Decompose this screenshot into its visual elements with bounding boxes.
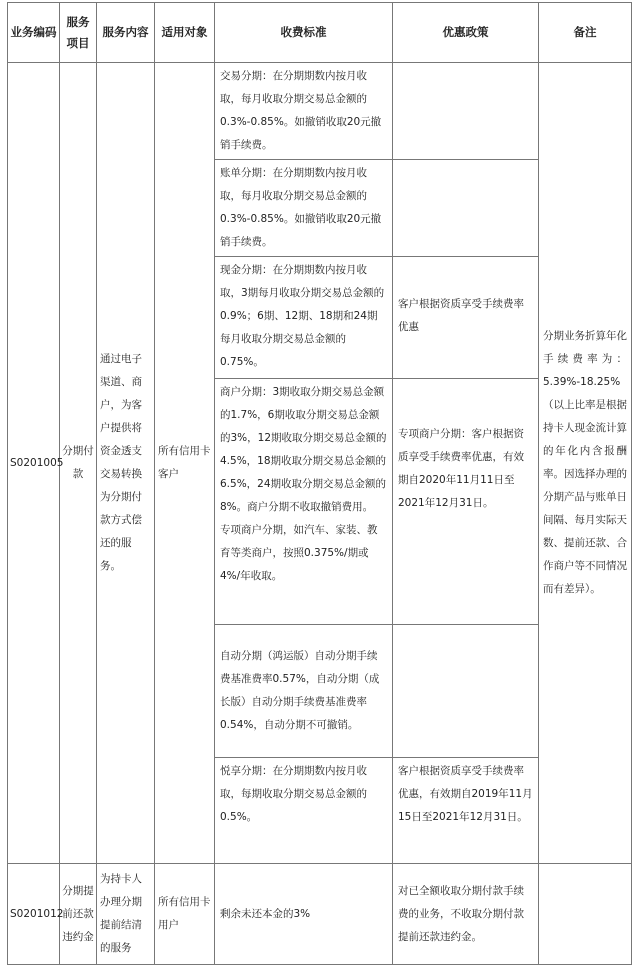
header-standard: 收费标准	[215, 3, 393, 63]
header-item: 服务项目	[60, 3, 97, 63]
header-note: 备注	[539, 3, 632, 63]
policy-cell	[393, 625, 539, 758]
row-code: S0201005	[8, 63, 60, 864]
table-header-row	[8, 3, 632, 63]
row-code: S0201012	[8, 864, 60, 965]
standard-cell: 账单分期：在分期期数内按月收取，每月收取分期交易总金额的0.3%-0.85%。如撤销收取20元撤销手续费。	[215, 160, 393, 257]
table-row	[8, 864, 632, 965]
row-note-empty	[539, 864, 632, 965]
table-row	[8, 63, 632, 160]
header-service: 服务内容	[97, 3, 155, 63]
fee-table	[7, 2, 632, 965]
row-target: 所有信用卡用户	[155, 864, 215, 965]
row-note: 分期业务折算年化手续费率为：5.39%-18.25%（以上比率是根据持卡人现金流计算的年化内含报酬率。因选择办理的分期产品与账单日间隔、每月实际天数、提前还款、合作商户等不同情况而有差异）。	[539, 63, 632, 864]
header-target: 适用对象	[155, 3, 215, 63]
policy-cell: 客户根据资质享受手续费率优惠	[393, 257, 539, 379]
policy-cell	[393, 160, 539, 257]
header-code: 业务编码	[8, 3, 60, 63]
policy-cell: 客户根据资质享受手续费率优惠，有效期自2019年11月15日至2021年12月31日。	[393, 758, 539, 864]
row-item: 分期提前还款违约金	[60, 864, 97, 965]
policy-cell: 专项商户分期：客户根据资质享受手续费率优惠，有效期自2020年11月11日至2021年12月31日。	[393, 379, 539, 625]
row-service: 通过电子渠道、商户，为客户提供将资金透支交易转换为分期付款方式偿还的服务。	[97, 63, 155, 864]
standard-cell: 悦享分期：在分期期数内按月收取，每期收取分期交易总金额的0.5%。	[215, 758, 393, 864]
policy-cell: 对已全额收取分期付款手续费的业务，不收取分期付款提前还款违约金。	[393, 864, 539, 965]
standard-special-merchant: 专项商户分期，如汽车、家装、教育等类商户，按照0.375%/期或4%/年收取。	[220, 524, 378, 582]
row-target: 所有信用卡客户	[155, 63, 215, 864]
standard-cell	[215, 379, 393, 625]
standard-cell: 自动分期（鸿运版）自动分期手续费基准费率0.57%，自动分期（成长版）自动分期手续费基准费率0.54%，自动分期不可撤销。	[215, 625, 393, 758]
standard-merchant: 商户分期：3期收取分期交易总金额的1.7%，6期收取分期交易总金额的3%，12期收取分期交易总金额的4.5%，18期收取分期交易总金额的6.5%，24期收取分期交易总金额的8%。商户分期不收取撤销费用。	[220, 386, 387, 513]
standard-cell: 剩余未还本金的3%	[215, 864, 393, 965]
standard-cell: 现金分期：在分期期数内按月收取，3期每月收取分期交易总金额的0.9%；6期、12期、18期和24期每月收取分期交易总金额的0.75%。	[215, 257, 393, 379]
header-policy: 优惠政策	[393, 3, 539, 63]
row-service: 为持卡人办理分期提前结清的服务	[97, 864, 155, 965]
policy-cell	[393, 63, 539, 160]
standard-cell: 交易分期：在分期期数内按月收取，每月收取分期交易总金额的0.3%-0.85%。如撤销收取20元撤销手续费。	[215, 63, 393, 160]
row-item: 分期付款	[60, 63, 97, 864]
